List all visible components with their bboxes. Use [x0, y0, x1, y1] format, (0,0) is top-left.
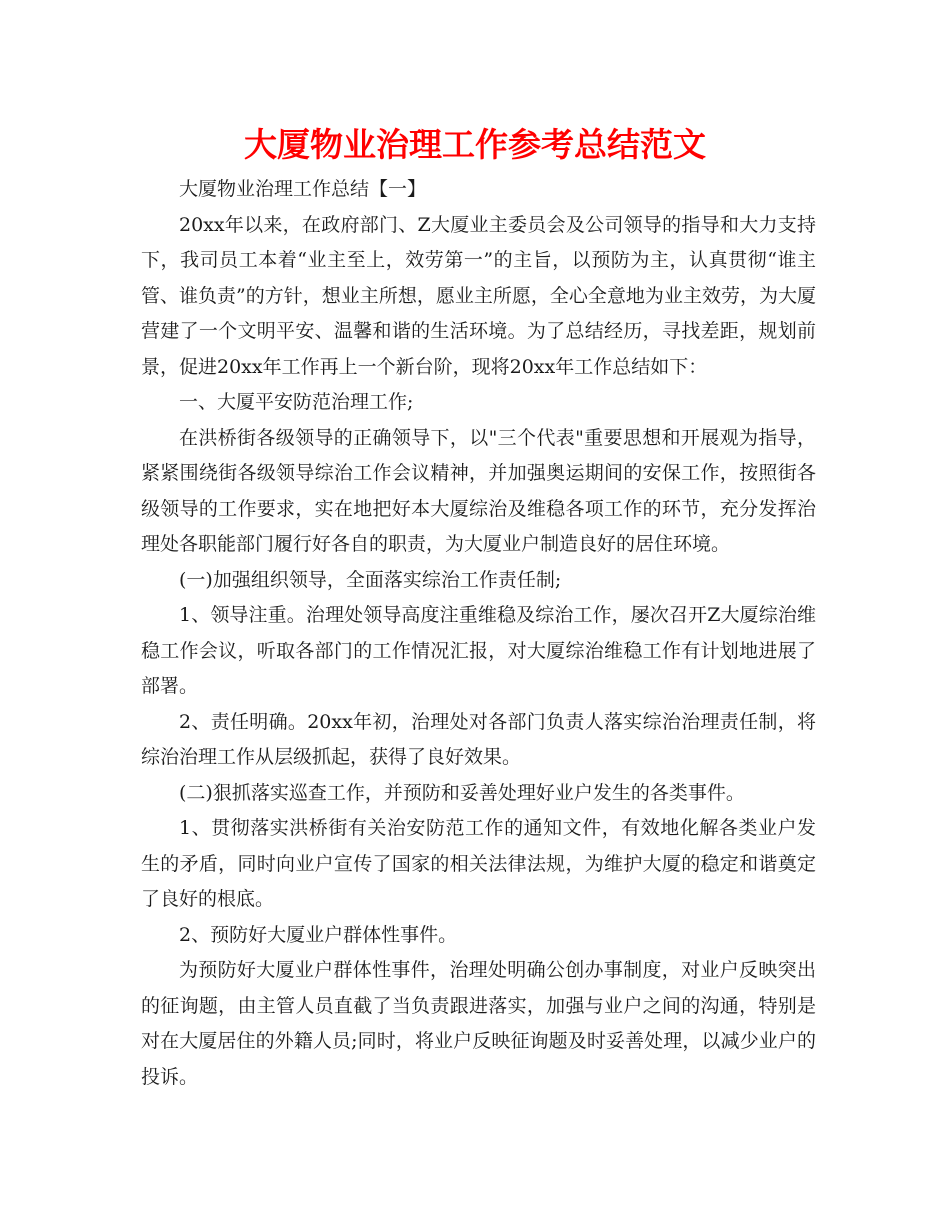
paragraph: 为预防好大厦业户群体性事件，治理处明确公创办事制度，对业户反映突出的征询题，由主管人员直截了当负责跟进落实，加强与业户之间的沟通，特别是对在大厦居住的外籍人员;同时，将业户反映征询题及时妥善处理，以减少业户的投诉。 [141, 959, 816, 1088]
subsection-heading: (一)加强组织领导，全面落实综治工作责任制; [179, 568, 562, 591]
paragraph: 2、预防好大厦业户群体性事件。 [179, 923, 458, 946]
paragraph: 在洪桥街各级领导的正确领导下，以"三个代表"重要思想和开展观为指导，紧紧围绕街各级领导综治工作会议精神，并加强奥运期间的安保工作，按照街各级领导的工作要求，实在地把好本大厦综治及维稳各项工作的环节，充分发挥治理处各职能部门履行好各自的职责，为大厦业户制造良好的居住环境。 [141, 426, 816, 555]
section-heading: 一、大厦平安防范治理工作; [179, 391, 414, 413]
paragraph: 1、领导注重。治理处领导高度注重维稳及综治工作，屡次召开Z大厦综治维稳工作会议，听取各部门的工作情况汇报，对大厦综治维稳工作有计划地进展了部署。 [141, 604, 816, 697]
paragraph: 2、责任明确。20xx年初，治理处对各部门负责人落实综治治理责任制，将综治治理工作从层级抓起，获得了良好效果。 [141, 710, 816, 768]
subsection-heading: (二)狠抓落实巡查工作，并预防和妥善处理好业户发生的各类事件。 [179, 781, 745, 804]
paragraph: 1、贯彻落实洪桥街有关治安防范工作的通知文件，有效地化解各类业户发生的矛盾，同时向业户宣传了国家的相关法律法规，为维护大厦的稳定和谐奠定了良好的根底。 [141, 817, 816, 910]
section-heading: 大厦物业治理工作总结【一】 [179, 178, 427, 200]
document-title: 大厦物业治理工作参考总结范文 [244, 125, 706, 164]
paragraph: 20xx年以来，在政府部门、Z大厦业主委员会及公司领导的指导和大力支持下，我司员工本着“业主至上，效劳第一”的主旨，以预防为主，认真贯彻“谁主管、谁负责”的方针，想业主所想，愿业主所愿，全心全意地为业主效劳，为大厦营建了一个文明平安、温馨和谐的生活环境。为了总结经历，寻找差距，规划前景，促进20xx年工作再上一个新台阶，现将20xx年工作总结如下： [141, 213, 816, 378]
document-body [141, 172, 816, 1095]
